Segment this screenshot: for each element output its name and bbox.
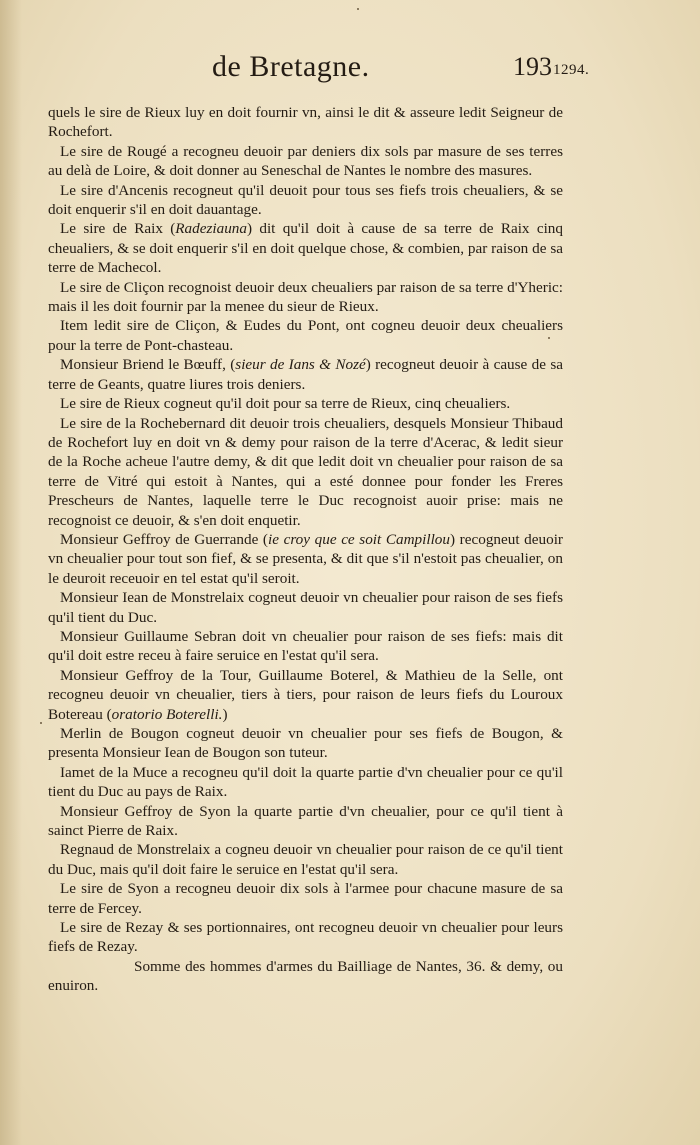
paragraph-text: Le sire d'Ancenis recogneut qu'il deuoit pour tous ses fiefs trois cheualiers, & se doit enquerir s'il en doit dauantage. (48, 181, 563, 219)
paragraph (48, 181, 563, 220)
paragraph-text: Le sire de Raix ( (60, 220, 176, 238)
page-speck (40, 722, 42, 724)
paragraph-text: Iamet de la Muce a recogneu qu'il doit la quarte partie d'vn cheualier pour ce qu'il tient du Duc au pays de Raix. (48, 763, 563, 801)
paragraph-text: Regnaud de Monstrelaix a cogneu deuoir vn cheualier pour raison de ce qu'il tient du Duc, mais qu'il doit faire le seruice en l'estat qu'il sera. (48, 841, 563, 878)
page-gutter-shadow (0, 0, 22, 1145)
paragraph (48, 530, 563, 588)
italic-gloss: ie croy que ce soit Campillou (268, 530, 450, 548)
page-number: 193 (513, 52, 552, 81)
paragraph-text: Merlin de Bougon cogneut deuoir vn cheualier pour ses fiefs de Bougon, & presenta Monsieur Iean de Bougon son tuteur. (48, 725, 563, 762)
italic-gloss: sieur de Ians & Nozé (235, 356, 366, 374)
margin-year-note: 1294. (553, 62, 590, 78)
page-speck (548, 337, 550, 339)
paragraph-text: ) dit qu'il doit à cause de sa terre de Raix cinq cheualiers, & se doit enquerir s'il en doit quelque chose, & combien, par raison de sa terre de Machecol. (48, 220, 563, 277)
paragraph (48, 879, 563, 918)
paragraph-text: ) recogneut deuoir vn cheualier pour tout son fief, & se presenta, & dit que s'il n'estoit pas cheualier, on le deuroit receuoir en tel estat qu'il seroit. (48, 530, 563, 587)
paragraph (48, 763, 563, 802)
paragraph-text: ) recogneut deuoir à cause de sa terre de Geants, quatre liures trois deniers. (48, 356, 563, 393)
paragraph (48, 588, 563, 627)
paragraph (48, 627, 563, 666)
paragraph-text: Le sire de Rougé a recogneu deuoir par deniers dix sols par masure de ses terres au delà de Loire, & doit donner au Seneschal de Nantes le nombre des masures. (48, 142, 563, 180)
paragraph-text: Monsieur Iean de Monstrelaix cogneut deuoir vn cheualier pour raison de ses fiefs qu'il tient du Duc. (48, 589, 563, 626)
paragraph-text: Le sire de Syon a recogneu deuoir dix sols à l'armee pour chacune masure de sa terre de Fercey. (48, 880, 563, 917)
paragraph (48, 355, 563, 394)
paragraph (48, 142, 563, 181)
italic-gloss: Radeziauna (175, 220, 247, 238)
paragraph (48, 918, 563, 957)
paragraph (48, 802, 563, 841)
paragraph-text: Somme des hommes d'armes du Bailliage de Nantes, 36. & demy, ou enuiron. (48, 957, 563, 995)
paragraph-text: Monsieur Geffroy de la Tour, Guillaume Boterel, & Mathieu de la Selle, ont recogneu deuoir vn cheualier, tiers à tiers, pour raison de leurs fiefs du Louroux Botereau ( (48, 666, 563, 723)
paragraph-text: ) (222, 705, 228, 723)
italic-gloss: oratorio Boterelli. (111, 705, 223, 723)
paragraph-text: Le sire de Rezay & ses portionnaires, ont recogneu deuoir vn cheualier pour leurs fiefs de Rezay. (48, 919, 563, 956)
running-title: de Bretagne. (212, 50, 370, 83)
paragraph-text: Monsieur Geffroy de Guerrande ( (60, 530, 268, 548)
paragraph-text: Monsieur Guillaume Sebran doit vn cheualier pour raison de ses fiefs: mais dit qu'il doit estre receu à faire seruice en l'estat qu'il sera. (48, 627, 563, 665)
paragraph-text: Monsieur Briend le Bœuff, ( (60, 356, 236, 374)
paragraph (48, 278, 563, 317)
paragraph-text: quels le sire de Rieux luy en doit fournir vn, ainsi le dit & asseure ledit Seigneur de Rochefort. (48, 104, 563, 141)
page-speck (357, 8, 359, 10)
paragraph-text: Le sire de la Rochebernard dit deuoir trois cheualiers, desquels Monsieur Thibaud de Rochefort luy en doit vn & demy pour raison de la terre d'Acerac, & ledit sieur de la Roche acheue l'autre demy, & dit que ledit doit vn cheualier pour raison de sa terre de Vitré qui estoit à Nantes, qui a esté donnee pour fonder les Freres Prescheurs de Nantes, laquelle terre le Duc recognoist auoir prise: mais ne recognoist ce deuoir, & s'en doit enquetir. (48, 414, 563, 529)
paragraph (48, 666, 563, 724)
paragraph-text: Item ledit sire de Cliçon, & Eudes du Pont, ont cogneu deuoir deux cheualiers pour la terre de Pont-chasteau. (48, 317, 563, 354)
paragraph-text: Le sire de Rieux cogneut qu'il doit pour sa terre de Rieux, cinq cheualiers. (60, 395, 511, 413)
body-text (48, 103, 563, 996)
paragraph (48, 414, 563, 530)
paragraph-text: Monsieur Geffroy de Syon la quarte partie d'vn cheualier, pour ce qu'il tient à sainct Pierre de Raix. (48, 802, 563, 840)
paragraph (48, 103, 563, 142)
paragraph (48, 219, 563, 277)
paragraph (48, 957, 563, 996)
paragraph (48, 394, 563, 413)
paragraph (48, 316, 563, 355)
page-header (0, 46, 700, 94)
paragraph (48, 724, 563, 763)
paragraph (48, 840, 563, 879)
paragraph-text: Le sire de Cliçon recognoist deuoir deux cheualiers par raison de sa terre d'Yheric: mais il les doit fournir par la menee du sieur de Rieux. (48, 278, 563, 316)
